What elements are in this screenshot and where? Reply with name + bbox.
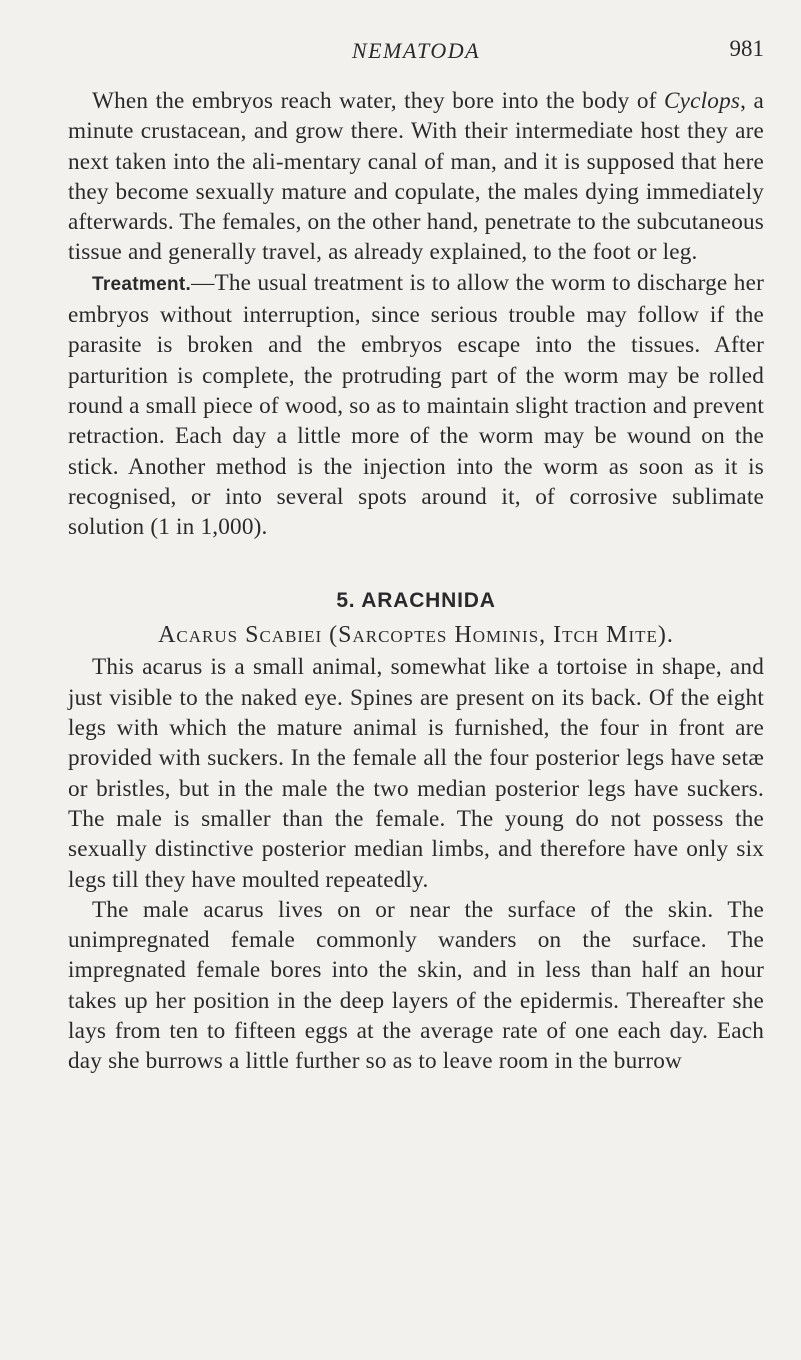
paragraph-text: —The usual treatment is to allow the worm to discharge her embryos without interruption, since serious trouble may follow if the parasite is broken and the embryos escape into the tissues. After parturition is complete, the protruding part of the worm may be rolled round a small piece of wood, so as to maintain slight traction and prevent retraction. Each day a little more of the worm may be wound on the stick. Another method is the injection into the worm as soon as it is recognised, or into several spots around it, of corrosive sublimate solution (1 in 1,000). <box>68 269 764 541</box>
paragraph-acarus-habits <box>68 895 764 1077</box>
page-number: 981 <box>729 36 764 61</box>
paragraph-text: This acarus is a small animal, somewhat like a tortoise in shape, and just visible to the naked eye. Spines are present on its back. Of the eight legs with which the mature animal is furnished, the four in front are provided with suckers. In the female all the four posterior legs have setæ or bristles, but in the male the two median posterior legs have suckers. The male is smaller than the female. The young do not possess the sexually distinctive posterior median limbs, and therefore have only six legs till they have moulted repeatedly. <box>68 654 764 893</box>
running-title: NEMATODA <box>351 38 481 63</box>
paragraph-cyclops <box>68 86 764 268</box>
paragraph-text: , a minute crustacean, and grow there. With their intermediate host they are next taken into the ali-mentary canal of man, and it is supposed that here they become sexually mature and copulate, the males dying immediately afterwards. The females, on the other hand, penetrate to the subcutaneous tissue and generally travel, as already explained, to the foot or leg. <box>68 88 765 266</box>
paragraph-text: When the embryos reach water, they bore into the body of <box>92 88 664 114</box>
paragraph-text: The male acarus lives on or near the surface of the skin. The unimpregnated female commonly wanders on the surface. The impregnated female bores into the skin, and in less than half an hour takes up her position in the deep layers of the epidermis. Thereafter she lays from ten to fifteen eggs at the average rate of one each day. Each day she burrows a little further so as to leave room in the burrow <box>68 896 764 1075</box>
body-text <box>68 86 764 1077</box>
subheading: Acarus Scabiei (Sarcoptes Hominis, Itch Mite). <box>158 622 674 649</box>
italic-term: Cyclops <box>663 88 741 114</box>
running-head <box>68 38 764 78</box>
run-in-heading: Treatment. <box>92 273 192 295</box>
paragraph-treatment <box>68 268 764 543</box>
section-heading: 5. ARACHNIDA <box>336 589 496 613</box>
paragraph-acarus-description <box>68 652 764 894</box>
